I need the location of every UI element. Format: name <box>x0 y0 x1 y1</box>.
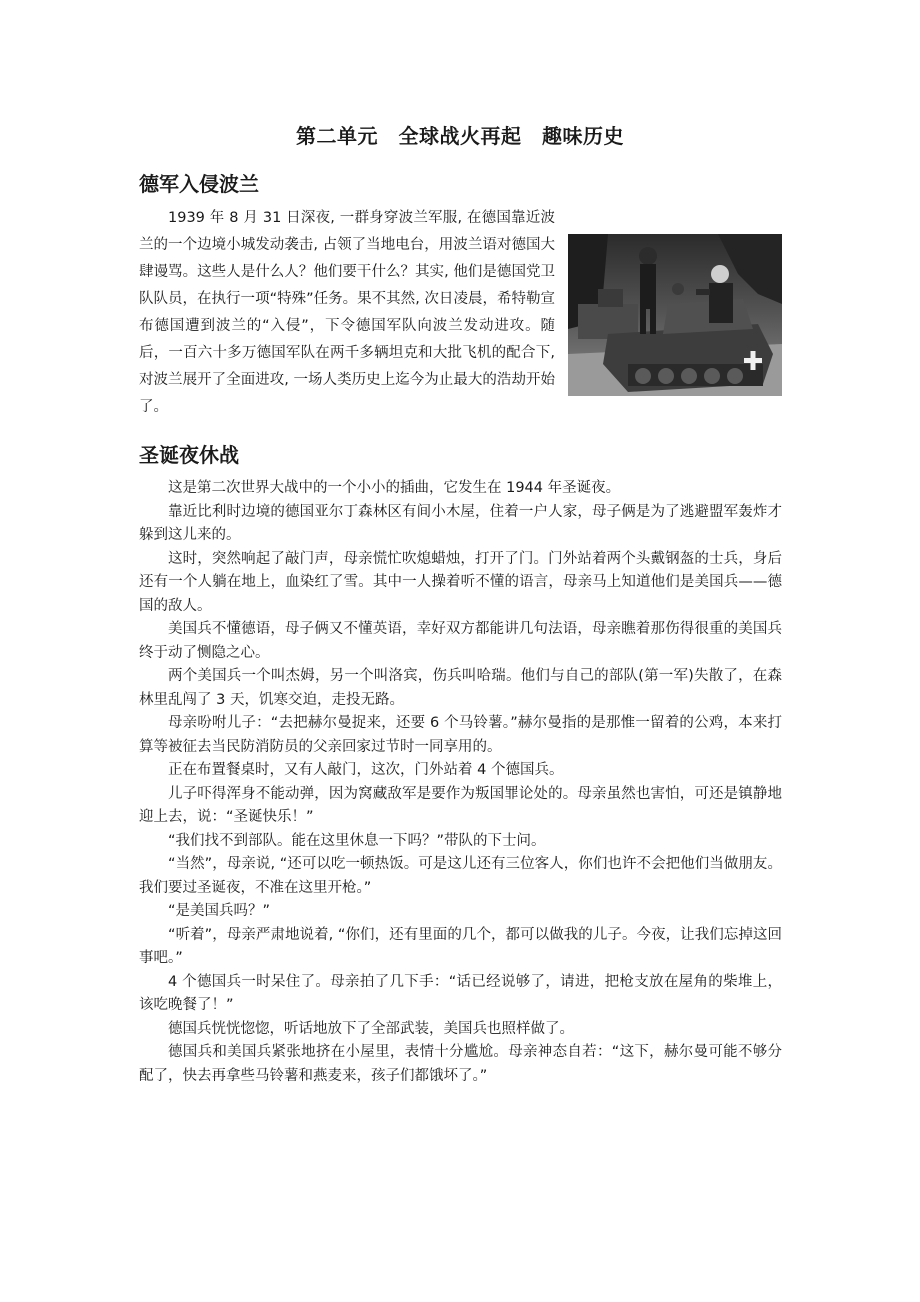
paragraph: 儿子吓得浑身不能动弹，因为窝藏敌军是要作为叛国罪论处的。母亲虽然也害怕，可还是镇静地迎上去，说：“圣诞快乐！” <box>139 785 782 825</box>
paragraph: 1939 年 8 月 31 日深夜, 一群身穿波兰军服, 在德国靠近波兰的一个边境小城发动袭击, 占领了当地电台，用波兰语对德国大肆谩骂。这些人是什么人？他们要干什么？其实, 他们是德国党卫队队员，在执行一项“特殊”任务。果不其然, 次日凌晨，希特勒宣布德国遭到波兰的“入侵”，下令德国军队向波兰发动进攻。随后，一百六十多万德国军队在两千多辆坦克和大批飞机的配合下, 对波兰展开了全面进攻, 一场人类历史上迄今为止最大的浩劫开始了。 <box>139 210 555 415</box>
paragraph: 这时，突然响起了敲门声，母亲慌忙吹熄蜡烛，打开了门。门外站着两个头戴钢盔的士兵，身后还有一个人躺在地上，血染红了雪。其中一人操着听不懂的语言，母亲马上知道他们是美国兵——德国的敌人。 <box>139 550 782 614</box>
tank-photo-graphic <box>568 234 782 396</box>
paragraph: “当然”，母亲说, “还可以吃一顿热饭。可是这儿还有三位客人，你们也许不会把他们当做朋友。我们要过圣诞夜，不准在这里开枪。” <box>139 856 782 896</box>
paragraph: “是美国兵吗？” <box>168 903 271 919</box>
section-body-christmas-truce <box>139 477 782 1088</box>
paragraph: 两个美国兵一个叫杰姆，另一个叫洛宾，伤兵叫哈瑞。他们与自己的部队(第一军)失散了，在森林里乱闯了 3 天，饥寒交迫，走投无路。 <box>139 668 782 708</box>
paragraph: 美国兵不懂德语，母子俩又不懂英语，幸好双方都能讲几句法语，母亲瞧着那伤得很重的美国兵终于动了恻隐之心。 <box>139 621 782 661</box>
section-heading-invasion: 德军入侵波兰 <box>139 172 259 196</box>
paragraph: 正在布置餐桌时，又有人敲门，这次，门外站着 4 个德国兵。 <box>168 762 564 778</box>
section-heading-christmas-truce: 圣诞夜休战 <box>139 443 239 467</box>
paragraph: 德国兵和美国兵紧张地挤在小屋里，表情十分尴尬。母亲神态自若：“这下，赫尔曼可能不够分配了，快去再拿些马铃薯和燕麦来，孩子们都饿坏了。” <box>139 1044 782 1084</box>
section-body-invasion <box>139 205 555 421</box>
paragraph: 德国兵恍恍惚惚，听话地放下了全部武装，美国兵也照样做了。 <box>168 1020 574 1037</box>
paragraph: “听着”，母亲严肃地说着, “你们，还有里面的几个，都可以做我的儿子。今夜，让我们忘掉这回事吧。” <box>139 926 782 966</box>
tank-photo <box>568 234 782 396</box>
paragraph: “我们找不到部队。能在这里休息一下吗？”带队的下士问。 <box>168 832 546 849</box>
paragraph: 这是第二次世界大战中的一个小小的插曲，它发生在 1944 年圣诞夜。 <box>168 480 621 496</box>
paragraph: 母亲吩咐儿子：“去把赫尔曼捉来，还要 6 个马铃薯。”赫尔曼指的是那惟一留着的公鸡，本来打算等被征去当民防消防员的父亲回家过节时一同享用的。 <box>139 715 782 755</box>
paragraph: 4 个德国兵一时呆住了。母亲拍了几下手：“话已经说够了，请进，把枪支放在屋角的柴堆上，该吃晚餐了！” <box>139 973 782 1013</box>
paragraph: 靠近比利时边境的德国亚尔丁森林区有间小木屋，住着一户人家，母子俩是为了逃避盟军轰炸才躲到这儿来的。 <box>139 503 782 543</box>
page-title: 第二单元 全球战火再起 趣味历史 <box>296 124 624 148</box>
